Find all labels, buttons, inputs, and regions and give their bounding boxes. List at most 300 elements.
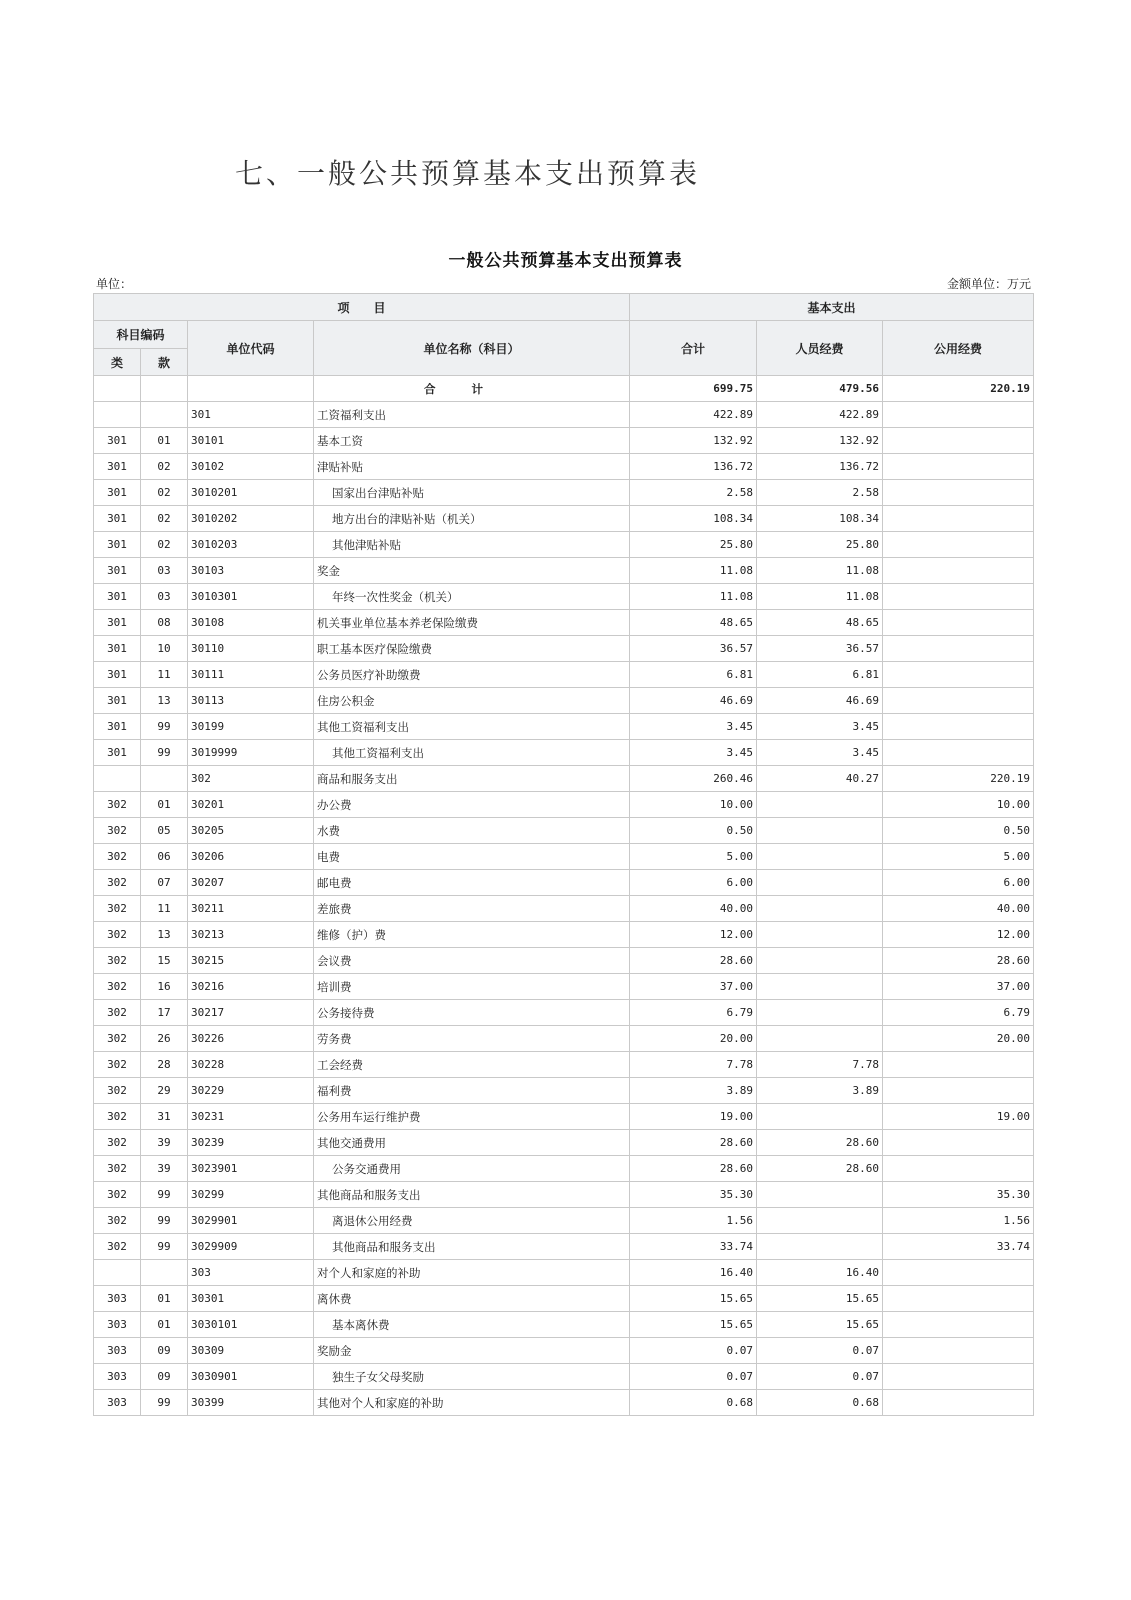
unit-code-cell: 3010201: [188, 480, 314, 506]
personnel-cell: 48.65: [757, 610, 883, 636]
total-cell: 28.60: [630, 1130, 757, 1156]
category-cell: 301: [94, 688, 141, 714]
unit-name-cell: 年终一次性奖金（机关）: [314, 584, 630, 610]
public-cell: [883, 1260, 1034, 1286]
unit-name-cell: 公务员医疗补助缴费: [314, 662, 630, 688]
personnel-cell: 11.08: [757, 584, 883, 610]
personnel-cell: [757, 844, 883, 870]
public-cell: 28.60: [883, 948, 1034, 974]
header-unit-name: 单位名称（科目）: [314, 321, 630, 376]
personnel-cell: 46.69: [757, 688, 883, 714]
public-cell: 37.00: [883, 974, 1034, 1000]
personnel-cell: 132.92: [757, 428, 883, 454]
public-cell: 220.19: [883, 766, 1034, 792]
amount-unit-label: 金额单位：万元: [946, 277, 1031, 291]
header-subject-code: 科目编码: [94, 321, 188, 349]
category-cell: 301: [94, 428, 141, 454]
public-cell: 1.56: [883, 1208, 1034, 1234]
public-cell: [883, 1156, 1034, 1182]
public-cell: [883, 714, 1034, 740]
category-cell: 303: [94, 1286, 141, 1312]
category-cell: 302: [94, 1078, 141, 1104]
personnel-cell: 136.72: [757, 454, 883, 480]
unit-name-cell: 会议费: [314, 948, 630, 974]
section-cell: 02: [141, 454, 188, 480]
public-cell: [883, 428, 1034, 454]
total-cell: 37.00: [630, 974, 757, 1000]
total-cell: 6.00: [630, 870, 757, 896]
category-cell: 302: [94, 1156, 141, 1182]
unit-code-cell: 30102: [188, 454, 314, 480]
unit-code-cell: 30103: [188, 558, 314, 584]
unit-code-cell: 3023901: [188, 1156, 314, 1182]
category-cell: 303: [94, 1364, 141, 1390]
header-total: 合计: [630, 321, 757, 376]
table-row: [94, 766, 1034, 792]
public-cell: 6.79: [883, 1000, 1034, 1026]
public-cell: 0.50: [883, 818, 1034, 844]
total-cell: 132.92: [630, 428, 757, 454]
personnel-cell: 0.07: [757, 1338, 883, 1364]
section-cell: 06: [141, 844, 188, 870]
category-cell: 301: [94, 480, 141, 506]
public-cell: [883, 1078, 1034, 1104]
section-cell: 13: [141, 922, 188, 948]
unit-code-cell: 30399: [188, 1390, 314, 1416]
total-cell: 48.65: [630, 610, 757, 636]
table-row: [94, 1026, 1034, 1052]
total-public: 220.19: [883, 376, 1034, 402]
public-cell: 5.00: [883, 844, 1034, 870]
section-cell: 08: [141, 610, 188, 636]
total-cell: 2.58: [630, 480, 757, 506]
category-cell: [94, 402, 141, 428]
unit-code-cell: 30111: [188, 662, 314, 688]
total-cell: 28.60: [630, 1156, 757, 1182]
unit-name-cell: 独生子女父母奖励: [314, 1364, 630, 1390]
total-cell: 3.45: [630, 714, 757, 740]
section-cell: 01: [141, 1312, 188, 1338]
unit-name-cell: 住房公积金: [314, 688, 630, 714]
section-cell: 99: [141, 740, 188, 766]
total-cell: 46.69: [630, 688, 757, 714]
section-cell: 99: [141, 1390, 188, 1416]
personnel-cell: 6.81: [757, 662, 883, 688]
unit-name-cell: 其他工资福利支出: [314, 740, 630, 766]
public-cell: [883, 1364, 1034, 1390]
category-cell: 303: [94, 1390, 141, 1416]
unit-name-cell: 奖励金: [314, 1338, 630, 1364]
personnel-cell: 15.65: [757, 1286, 883, 1312]
personnel-cell: 11.08: [757, 558, 883, 584]
table-row: [94, 1364, 1034, 1390]
unit-name-cell: 基本工资: [314, 428, 630, 454]
personnel-cell: 28.60: [757, 1130, 883, 1156]
section-cell: 17: [141, 1000, 188, 1026]
header-section: 款: [141, 349, 188, 376]
table-title: 一般公共预算基本支出预算表: [448, 251, 683, 271]
table-row: [94, 506, 1034, 532]
personnel-cell: 36.57: [757, 636, 883, 662]
section-cell: 09: [141, 1364, 188, 1390]
unit-name-cell: 基本离休费: [314, 1312, 630, 1338]
section-cell: 28: [141, 1052, 188, 1078]
category-cell: 302: [94, 1052, 141, 1078]
total-cell: 0.07: [630, 1338, 757, 1364]
table-row: [94, 1234, 1034, 1260]
unit-code-cell: 3019999: [188, 740, 314, 766]
personnel-cell: 15.65: [757, 1312, 883, 1338]
section-cell: 02: [141, 480, 188, 506]
unit-code-cell: 30206: [188, 844, 314, 870]
category-cell: 302: [94, 1234, 141, 1260]
unit-code-cell: 30217: [188, 1000, 314, 1026]
table-row: [94, 844, 1034, 870]
unit-name-cell: 国家出台津贴补贴: [314, 480, 630, 506]
personnel-cell: [757, 948, 883, 974]
table-row: [94, 454, 1034, 480]
section-cell: 99: [141, 1234, 188, 1260]
total-cell: 5.00: [630, 844, 757, 870]
unit-code-cell: 30207: [188, 870, 314, 896]
total-code-cell: [188, 376, 314, 402]
total-cell: 260.46: [630, 766, 757, 792]
category-cell: 301: [94, 610, 141, 636]
total-cell: 6.79: [630, 1000, 757, 1026]
table-row: [94, 948, 1034, 974]
section-cell: [141, 402, 188, 428]
personnel-cell: 0.68: [757, 1390, 883, 1416]
total-cell: 108.34: [630, 506, 757, 532]
table-row: [94, 714, 1034, 740]
unit-name-cell: 邮电费: [314, 870, 630, 896]
total-cell: 0.50: [630, 818, 757, 844]
section-cell: 02: [141, 506, 188, 532]
total-cell: 6.81: [630, 662, 757, 688]
section-cell: 09: [141, 1338, 188, 1364]
personnel-cell: 2.58: [757, 480, 883, 506]
table-row: [94, 1000, 1034, 1026]
category-cell: 303: [94, 1312, 141, 1338]
category-cell: 302: [94, 974, 141, 1000]
unit-code-cell: 3030101: [188, 1312, 314, 1338]
unit-name-cell: 对个人和家庭的补助: [314, 1260, 630, 1286]
total-cell: 15.65: [630, 1312, 757, 1338]
total-cell: 11.08: [630, 584, 757, 610]
section-cell: 31: [141, 1104, 188, 1130]
unit-name-cell: 劳务费: [314, 1026, 630, 1052]
personnel-cell: [757, 1234, 883, 1260]
public-cell: [883, 636, 1034, 662]
unit-name-cell: 离退休公用经费: [314, 1208, 630, 1234]
header-item: 项 目: [94, 294, 630, 321]
personnel-cell: [757, 1208, 883, 1234]
personnel-cell: 3.45: [757, 714, 883, 740]
unit-name-cell: 工会经费: [314, 1052, 630, 1078]
category-cell: 302: [94, 818, 141, 844]
total-cell: 0.68: [630, 1390, 757, 1416]
section-cell: [141, 766, 188, 792]
unit-name-cell: 其他对个人和家庭的补助: [314, 1390, 630, 1416]
unit-name-cell: 其他津贴补贴: [314, 532, 630, 558]
public-cell: 40.00: [883, 896, 1034, 922]
total-amount: 699.75: [630, 376, 757, 402]
category-cell: 302: [94, 1026, 141, 1052]
unit-label: 单位：: [96, 277, 133, 291]
public-cell: [883, 1390, 1034, 1416]
total-cell: 11.08: [630, 558, 757, 584]
category-cell: 302: [94, 1130, 141, 1156]
unit-name-cell: 公务接待费: [314, 1000, 630, 1026]
category-cell: 302: [94, 792, 141, 818]
category-cell: 302: [94, 948, 141, 974]
unit-name-cell: 奖金: [314, 558, 630, 584]
section-cell: 10: [141, 636, 188, 662]
table-row: [94, 1390, 1034, 1416]
section-cell: 39: [141, 1130, 188, 1156]
total-cell: 0.07: [630, 1364, 757, 1390]
total-personnel: 479.56: [757, 376, 883, 402]
total-cell: 1.56: [630, 1208, 757, 1234]
total-cell: 3.45: [630, 740, 757, 766]
unit-code-cell: 30110: [188, 636, 314, 662]
section-cell: 07: [141, 870, 188, 896]
unit-name-cell: 电费: [314, 844, 630, 870]
unit-name-cell: 培训费: [314, 974, 630, 1000]
unit-code-cell: 30201: [188, 792, 314, 818]
header-public: 公用经费: [883, 321, 1034, 376]
category-cell: 301: [94, 714, 141, 740]
unit-name-cell: 其他商品和服务支出: [314, 1234, 630, 1260]
table-row: [94, 1052, 1034, 1078]
unit-name-cell: 商品和服务支出: [314, 766, 630, 792]
unit-name-cell: 其他工资福利支出: [314, 714, 630, 740]
header-category: 类: [94, 349, 141, 376]
personnel-cell: 25.80: [757, 532, 883, 558]
personnel-cell: 422.89: [757, 402, 883, 428]
table-row: [94, 818, 1034, 844]
public-cell: [883, 1052, 1034, 1078]
public-cell: [883, 1312, 1034, 1338]
unit-name-cell: 工资福利支出: [314, 402, 630, 428]
total-cell: 33.74: [630, 1234, 757, 1260]
public-cell: [883, 480, 1034, 506]
personnel-cell: 108.34: [757, 506, 883, 532]
budget-table: [93, 293, 1034, 1416]
table-row: [94, 1182, 1034, 1208]
total-sec-cell: [141, 376, 188, 402]
total-cell: 19.00: [630, 1104, 757, 1130]
public-cell: 20.00: [883, 1026, 1034, 1052]
category-cell: 301: [94, 740, 141, 766]
section-cell: 39: [141, 1156, 188, 1182]
public-cell: 35.30: [883, 1182, 1034, 1208]
total-cell: 422.89: [630, 402, 757, 428]
public-cell: [883, 454, 1034, 480]
category-cell: 301: [94, 662, 141, 688]
total-cell: 10.00: [630, 792, 757, 818]
public-cell: [883, 1286, 1034, 1312]
personnel-cell: [757, 1000, 883, 1026]
unit-code-cell: 3010301: [188, 584, 314, 610]
unit-code-cell: 303: [188, 1260, 314, 1286]
unit-name-cell: 办公费: [314, 792, 630, 818]
unit-name-cell: 其他交通费用: [314, 1130, 630, 1156]
public-cell: [883, 1130, 1034, 1156]
personnel-cell: 0.07: [757, 1364, 883, 1390]
section-cell: 99: [141, 1208, 188, 1234]
unit-code-cell: 30239: [188, 1130, 314, 1156]
public-cell: [883, 584, 1034, 610]
unit-code-cell: 30199: [188, 714, 314, 740]
category-cell: 302: [94, 870, 141, 896]
total-cell: 40.00: [630, 896, 757, 922]
unit-name-cell: 公务交通费用: [314, 1156, 630, 1182]
unit-code-cell: 30299: [188, 1182, 314, 1208]
table-row: [94, 974, 1034, 1000]
section-cell: 11: [141, 662, 188, 688]
category-cell: 302: [94, 896, 141, 922]
total-cell: 15.65: [630, 1286, 757, 1312]
category-cell: 302: [94, 1208, 141, 1234]
total-cell: 7.78: [630, 1052, 757, 1078]
public-cell: [883, 558, 1034, 584]
category-cell: 301: [94, 506, 141, 532]
section-cell: 11: [141, 896, 188, 922]
total-cell: 36.57: [630, 636, 757, 662]
unit-code-cell: 30205: [188, 818, 314, 844]
category-cell: 302: [94, 1104, 141, 1130]
section-cell: 16: [141, 974, 188, 1000]
unit-code-cell: 302: [188, 766, 314, 792]
category-cell: 301: [94, 584, 141, 610]
personnel-cell: [757, 792, 883, 818]
table-row: [94, 1078, 1034, 1104]
unit-code-cell: 3029909: [188, 1234, 314, 1260]
public-cell: 6.00: [883, 870, 1034, 896]
unit-code-cell: 30229: [188, 1078, 314, 1104]
unit-name-cell: 水费: [314, 818, 630, 844]
table-row: [94, 922, 1034, 948]
total-label: 合计: [314, 376, 630, 402]
unit-name-cell: 离休费: [314, 1286, 630, 1312]
unit-code-cell: 30211: [188, 896, 314, 922]
personnel-cell: [757, 974, 883, 1000]
category-cell: 302: [94, 844, 141, 870]
unit-code-cell: 30216: [188, 974, 314, 1000]
public-cell: [883, 1338, 1034, 1364]
unit-code-cell: 3029901: [188, 1208, 314, 1234]
section-cell: 03: [141, 558, 188, 584]
personnel-cell: 7.78: [757, 1052, 883, 1078]
public-cell: 19.00: [883, 1104, 1034, 1130]
unit-code-cell: 30231: [188, 1104, 314, 1130]
total-cat-cell: [94, 376, 141, 402]
table-row: [94, 740, 1034, 766]
table-row: [94, 1130, 1034, 1156]
unit-name-cell: 机关事业单位基本养老保险缴费: [314, 610, 630, 636]
unit-name-cell: 差旅费: [314, 896, 630, 922]
unit-code-cell: 30213: [188, 922, 314, 948]
page-heading: 七、一般公共预算基本支出预算表: [235, 157, 701, 190]
table-row: [94, 428, 1034, 454]
table-row: [94, 688, 1034, 714]
unit-code-cell: 30226: [188, 1026, 314, 1052]
personnel-cell: [757, 922, 883, 948]
public-cell: [883, 506, 1034, 532]
total-cell: 16.40: [630, 1260, 757, 1286]
public-cell: [883, 402, 1034, 428]
section-cell: 01: [141, 1286, 188, 1312]
category-cell: 301: [94, 558, 141, 584]
table-row: [94, 1104, 1034, 1130]
section-cell: 01: [141, 792, 188, 818]
public-cell: [883, 610, 1034, 636]
unit-code-cell: 30301: [188, 1286, 314, 1312]
table-row: [94, 532, 1034, 558]
total-row: [94, 376, 1034, 402]
unit-code-cell: 30101: [188, 428, 314, 454]
table-row: [94, 558, 1034, 584]
category-cell: [94, 766, 141, 792]
section-cell: 05: [141, 818, 188, 844]
unit-name-cell: 津贴补贴: [314, 454, 630, 480]
table-row: [94, 662, 1034, 688]
public-cell: [883, 532, 1034, 558]
table-row: [94, 870, 1034, 896]
total-cell: 3.89: [630, 1078, 757, 1104]
header-personnel: 人员经费: [757, 321, 883, 376]
public-cell: [883, 740, 1034, 766]
public-cell: [883, 688, 1034, 714]
unit-name-cell: 其他商品和服务支出: [314, 1182, 630, 1208]
section-cell: 02: [141, 532, 188, 558]
personnel-cell: 28.60: [757, 1156, 883, 1182]
unit-name-cell: 维修（护）费: [314, 922, 630, 948]
section-cell: 15: [141, 948, 188, 974]
unit-code-cell: 3010203: [188, 532, 314, 558]
table-row: [94, 1260, 1034, 1286]
table-row: [94, 480, 1034, 506]
total-cell: 28.60: [630, 948, 757, 974]
public-cell: 10.00: [883, 792, 1034, 818]
personnel-cell: [757, 870, 883, 896]
unit-code-cell: 301: [188, 402, 314, 428]
total-cell: 20.00: [630, 1026, 757, 1052]
category-cell: 301: [94, 532, 141, 558]
unit-code-cell: 3030901: [188, 1364, 314, 1390]
unit-code-cell: 30309: [188, 1338, 314, 1364]
table-row: [94, 1286, 1034, 1312]
section-cell: 01: [141, 428, 188, 454]
unit-name-cell: 福利费: [314, 1078, 630, 1104]
category-cell: 302: [94, 1182, 141, 1208]
table-row: [94, 896, 1034, 922]
budget-table-body: [94, 376, 1034, 1416]
section-cell: 26: [141, 1026, 188, 1052]
unit-name-cell: 公务用车运行维护费: [314, 1104, 630, 1130]
unit-name-cell: 地方出台的津贴补贴（机关）: [314, 506, 630, 532]
total-cell: 35.30: [630, 1182, 757, 1208]
section-cell: 03: [141, 584, 188, 610]
section-cell: [141, 1260, 188, 1286]
total-cell: 136.72: [630, 454, 757, 480]
unit-code-cell: 30228: [188, 1052, 314, 1078]
table-row: [94, 792, 1034, 818]
table-row: [94, 1156, 1034, 1182]
unit-code-cell: 30113: [188, 688, 314, 714]
personnel-cell: 3.89: [757, 1078, 883, 1104]
